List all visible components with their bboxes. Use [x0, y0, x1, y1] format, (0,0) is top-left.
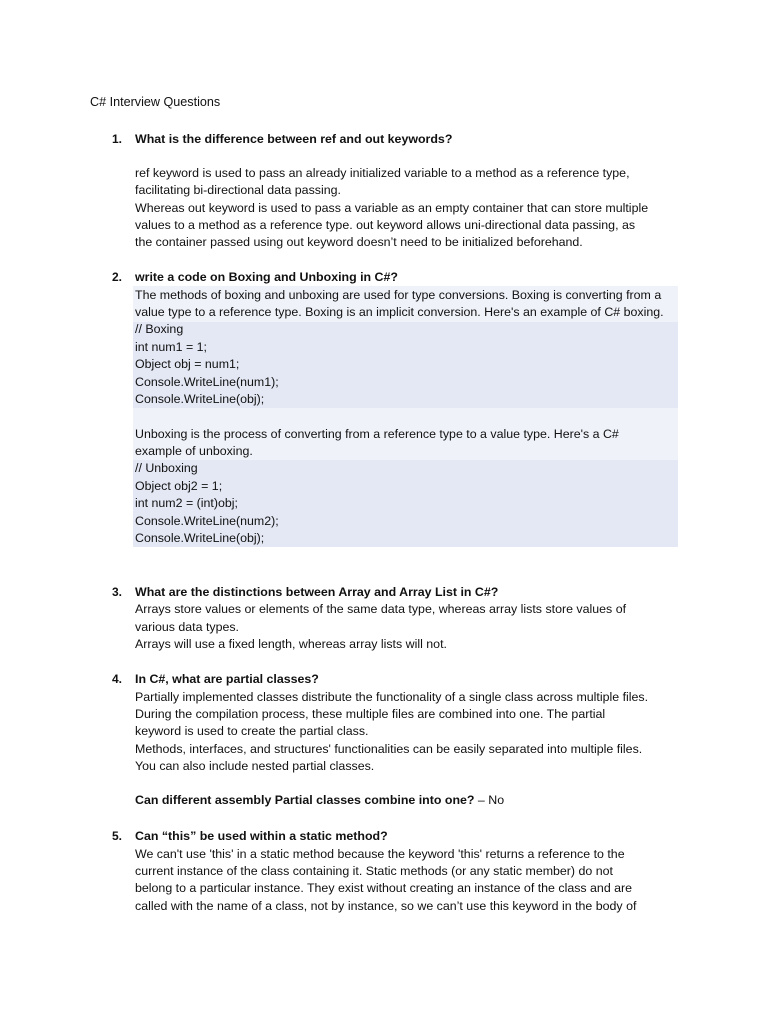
- answer-line: Arrays will use a fixed length, whereas array lists will not.: [135, 637, 447, 651]
- question-heading: What is the difference between ref and out keywords?: [135, 132, 453, 146]
- followup-question: Can different assembly Partial classes combine into one?: [135, 793, 475, 807]
- answer-line: keyword is used to create the partial class.: [135, 724, 369, 738]
- unboxing-line: example of unboxing.: [135, 444, 253, 458]
- question-number: 5.: [112, 829, 123, 843]
- code-line: int num1 = 1;: [135, 340, 207, 354]
- code-line: int num2 = (int)obj;: [135, 496, 238, 510]
- answer-line: Partially implemented classes distribute the functionality of a single class across multiple files.: [135, 690, 649, 704]
- code-line: Object obj = num1;: [135, 357, 240, 371]
- followup: [135, 792, 504, 809]
- question-number: 1.: [112, 132, 123, 146]
- question-number: 4.: [112, 672, 123, 686]
- question-number: 3.: [112, 585, 123, 599]
- boxing-line: value type to a reference type. Boxing is an implicit conversion. Here's an example of C# boxing.: [135, 305, 664, 319]
- unboxing-line: Unboxing is the process of converting from a reference type to a value type. Here's a C#: [135, 427, 619, 441]
- answer-line: called with the name of a class, not by instance, so we can’t use this keyword in the body of: [135, 899, 637, 913]
- answer-line: the container passed using out keyword doesn’t need to be initialized beforehand.: [135, 235, 583, 249]
- question-heading: In C#, what are partial classes?: [135, 672, 319, 686]
- answer-line: Arrays store values or elements of the same data type, whereas array lists store values of: [135, 602, 627, 616]
- code-line: Console.WriteLine(obj);: [135, 392, 265, 406]
- code-line: Object obj2 = 1;: [135, 479, 223, 493]
- followup-answer: – No: [474, 793, 505, 807]
- answer-line: ref keyword is used to pass an already initialized variable to a method as a reference type,: [135, 166, 630, 180]
- code-line: // Boxing: [135, 322, 184, 336]
- question-heading: Can “this” be used within a static method?: [135, 829, 388, 843]
- code-line: Console.WriteLine(num2);: [135, 514, 279, 528]
- code-line: Console.WriteLine(obj);: [135, 531, 265, 545]
- code-line: Console.WriteLine(num1);: [135, 375, 279, 389]
- document-title: C# Interview Questions: [90, 95, 221, 109]
- answer-line: values to a method as a reference type. out keyword allows uni-directional data passing, as: [135, 218, 636, 232]
- answer-line: Methods, interfaces, and structures' functionalities can be easily separated into multiple files.: [135, 742, 643, 756]
- boxing-line: The methods of boxing and unboxing are used for type conversions. Boxing is converting from a: [135, 288, 662, 302]
- code-line: // Unboxing: [135, 461, 198, 475]
- answer-line: You can also include nested partial classes.: [135, 759, 375, 773]
- question-number: 2.: [112, 270, 123, 284]
- answer-line: Whereas out keyword is used to pass a variable as an empty container that can store multiple: [135, 201, 649, 215]
- answer-line: various data types.: [135, 620, 240, 634]
- answer-line: During the compilation process, these multiple files are combined into one. The partial: [135, 707, 606, 721]
- answer-line: facilitating bi-directional data passing.: [135, 183, 341, 197]
- answer-line: We can't use 'this' in a static method because the keyword 'this' returns a reference to the: [135, 847, 625, 861]
- question-heading: write a code on Boxing and Unboxing in C#?: [135, 270, 398, 284]
- answer-line: belong to a particular instance. They exist without creating an instance of the class and are: [135, 881, 633, 895]
- question-heading: What are the distinctions between Array and Array List in C#?: [135, 585, 499, 599]
- answer-line: current instance of the class containing it. Static methods (or any static member) do not: [135, 864, 613, 878]
